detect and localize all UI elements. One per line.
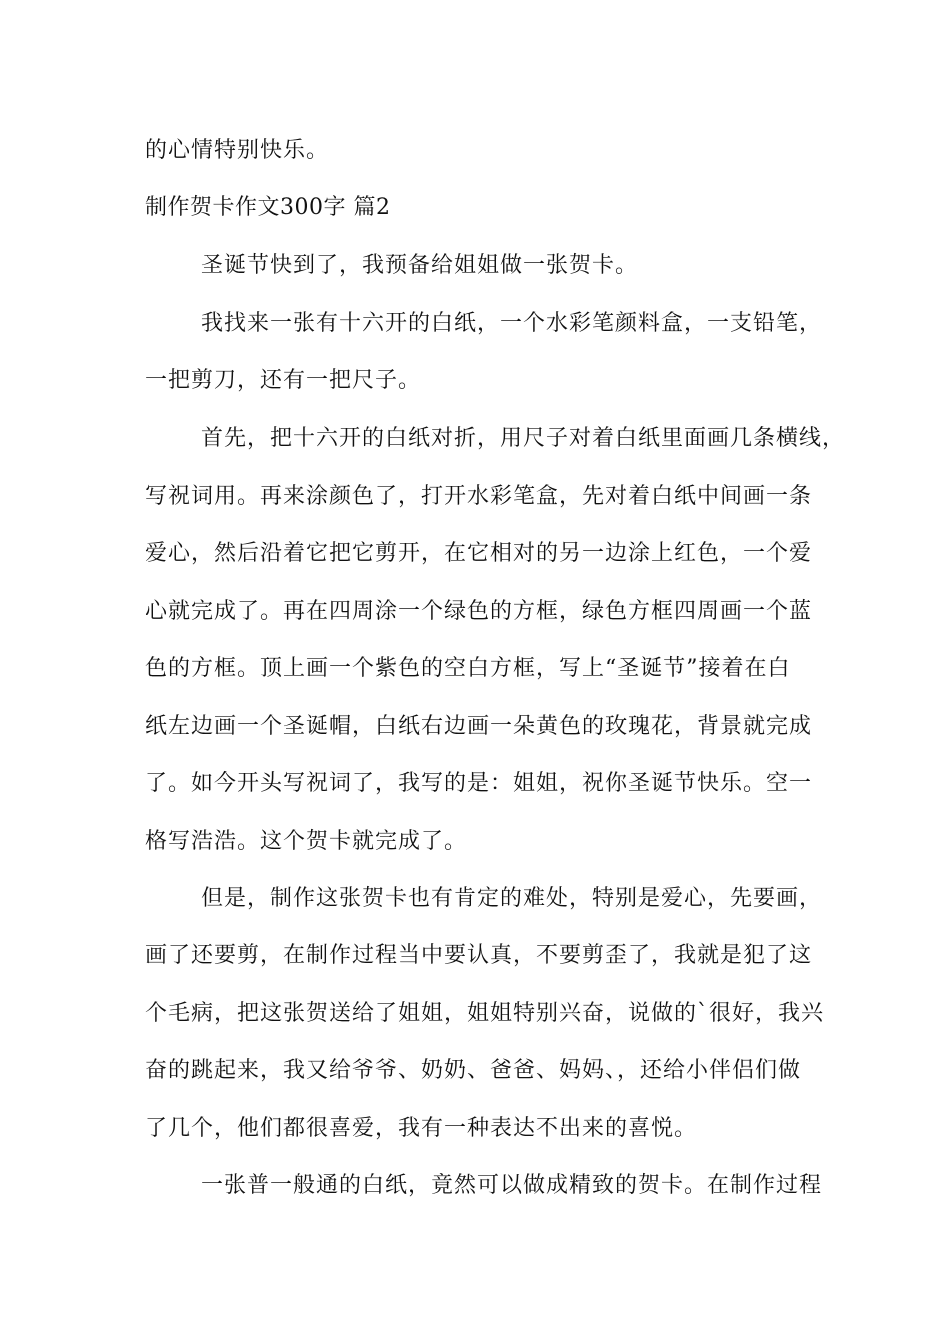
text-line: 奋的跳起来，我又给爷爷、奶奶、爸爸、妈妈、，还给小伴侣们做 — [145, 1058, 802, 1083]
section-heading: 制作贺卡作文300字 篇2 — [145, 195, 391, 220]
text-line: 一张普一般通的白纸，竟然可以做成精致的贺卡。在制作过程 — [201, 1173, 823, 1198]
text-line: 爱心，然后沿着它把它剪开，在它相对的另一边涂上红色，一个爱 — [145, 541, 813, 566]
text-line: 圣诞节快到了，我预备给姐姐做一张贺卡。 — [201, 253, 639, 278]
text-line: 纸左边画一个圣诞帽，白纸右边画一朵黄色的玫瑰花，背景就完成 — [145, 714, 813, 739]
text-line: 我找来一张有十六开的白纸，一个水彩笔颜料盒，一支铅笔， — [201, 311, 823, 336]
text-line: 但是，制作这张贺卡也有肯定的难处，特别是爱心，先要画， — [201, 886, 823, 911]
text-line: 了。如今开头写祝词了，我写的是：姐姐，祝你圣诞节快乐。空一 — [145, 771, 813, 796]
text-line: 色的方框。顶上画一个紫色的空白方框，写上“圣诞节”接着在白 — [145, 656, 791, 681]
text-line: 了几个，他们都很喜爱，我有一种表达不出来的喜悦。 — [145, 1116, 698, 1141]
text-line: 一把剪刀，还有一把尺子。 — [145, 368, 422, 393]
text-line: 首先，把十六开的白纸对折，用尺子对着白纸里面画几条横线， — [201, 426, 846, 451]
text-line: 个毛病，把这张贺送给了姐姐，姐姐特别兴奋，说做的`很好，我兴 — [145, 1001, 825, 1026]
text-line: 的心情特别快乐。 — [145, 138, 330, 163]
text-line: 心就完成了。再在四周涂一个绿色的方框，绿色方框四周画一个蓝 — [145, 599, 813, 624]
text-line: 格写浩浩。这个贺卡就完成了。 — [145, 829, 468, 854]
text-line: 写祝词用。再来涂颜色了，打开水彩笔盒，先对着白纸中间画一条 — [145, 484, 813, 509]
text-line: 画了还要剪，在制作过程当中要认真，不要剪歪了，我就是犯了这 — [145, 943, 813, 968]
